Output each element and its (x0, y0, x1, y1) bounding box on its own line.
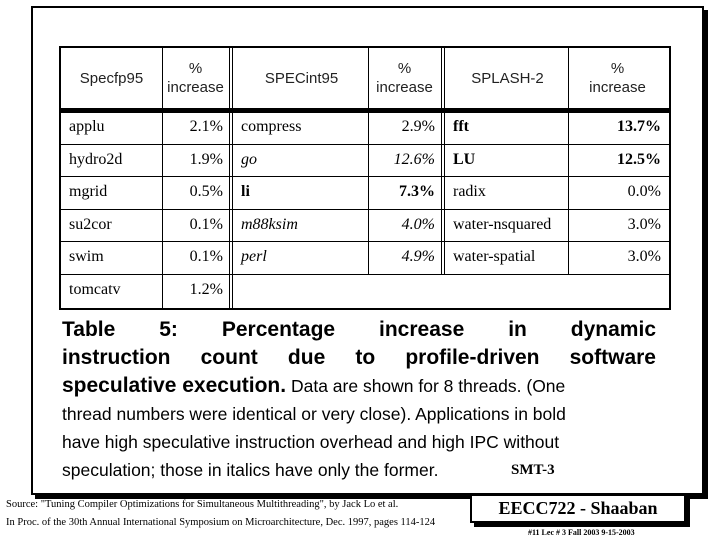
cell-name: applu (69, 118, 105, 135)
caption-line-6: speculation; those in italics have only the former. (62, 460, 439, 480)
cell-name: fft (453, 118, 469, 135)
cell-name: tomcatv (69, 280, 121, 298)
source-line-1: Source: "Tuning Compiler Optimizations for Simultaneous Multithreading", by Jack Lo et al. (6, 499, 399, 510)
header-1-pct (368, 48, 441, 108)
cell-name: radix (453, 183, 486, 200)
cell-name: LU (453, 150, 476, 168)
header-0-pct (162, 48, 229, 108)
header-2-name: SPLASH-2 (471, 69, 544, 87)
course-title-box: EECC722 - Shaaban (470, 494, 686, 523)
cell-name: li (241, 183, 250, 200)
cell-name: swim (69, 248, 104, 265)
cell-value: 0.1% (189, 215, 223, 233)
group-divider (441, 48, 445, 274)
cell-name: hydro2d (69, 150, 123, 168)
source-line-2: In Proc. of the 30th Annual International Symposium on Microarchitecture, Dec. 1997, pages 114-124 (6, 517, 436, 528)
header-1-name: SPECint95 (264, 69, 339, 87)
cell-value: 1.2% (189, 280, 223, 298)
header-0-pct-line: % (188, 60, 203, 77)
cell-value: 3.0% (627, 215, 661, 233)
cell-name: perl (241, 248, 267, 265)
cell-value: 1.9% (189, 150, 223, 168)
cell-value: 4.9% (401, 248, 435, 265)
group-divider (229, 48, 233, 308)
cell-name: m88ksim (241, 215, 298, 233)
cell-value: 13.7% (617, 118, 661, 135)
caption-line-1: Table 5: Percentage increase in dynamic (62, 318, 656, 341)
cell-name: mgrid (69, 183, 108, 200)
cell-name: water-spatial (453, 248, 536, 265)
cell-value: 12.6% (393, 150, 435, 168)
table-header (61, 48, 669, 113)
cell-value: 4.0% (401, 215, 435, 233)
cell-name: su2cor (69, 215, 112, 233)
header-0-name: Specfp95 (79, 69, 144, 87)
cell-value: 7.3% (399, 183, 435, 200)
header-1-pct-line: % (397, 60, 412, 77)
cell-value: 2.9% (401, 118, 435, 135)
cell-value: 3.0% (627, 248, 661, 265)
results-table (59, 46, 671, 310)
cell-value: 12.5% (617, 150, 661, 168)
header-2-pct (568, 48, 667, 108)
caption-line-4: thread numbers were identical or very close). Applications in bold (62, 404, 566, 424)
caption-line-5: have high speculative instruction overhead and high IPC without (62, 432, 560, 452)
header-1-pct-line: increase (376, 79, 433, 96)
row-divider (61, 274, 669, 275)
footer-info: #11 Lec # 3 Fall 2003 9-15-2003 (528, 528, 635, 537)
cell-value: 0.0% (627, 183, 661, 200)
header-2-pct-line: increase (589, 79, 646, 96)
caption-line-3: speculative execution. Data are shown for 8 threads. (One (62, 374, 566, 397)
cell-name: water-nsquared (453, 215, 552, 233)
caption-line-2: instruction count due to profile-driven software (62, 346, 656, 369)
cell-name: compress (241, 118, 302, 135)
table-caption (62, 316, 656, 484)
header-2-pct-line: % (610, 60, 625, 77)
slide-label: SMT-3 (511, 462, 555, 478)
cell-name: go (241, 150, 257, 168)
cell-value: 2.1% (189, 118, 223, 135)
cell-value: 0.5% (189, 183, 223, 200)
header-0-pct-line: increase (167, 79, 224, 96)
cell-value: 0.1% (189, 248, 223, 265)
